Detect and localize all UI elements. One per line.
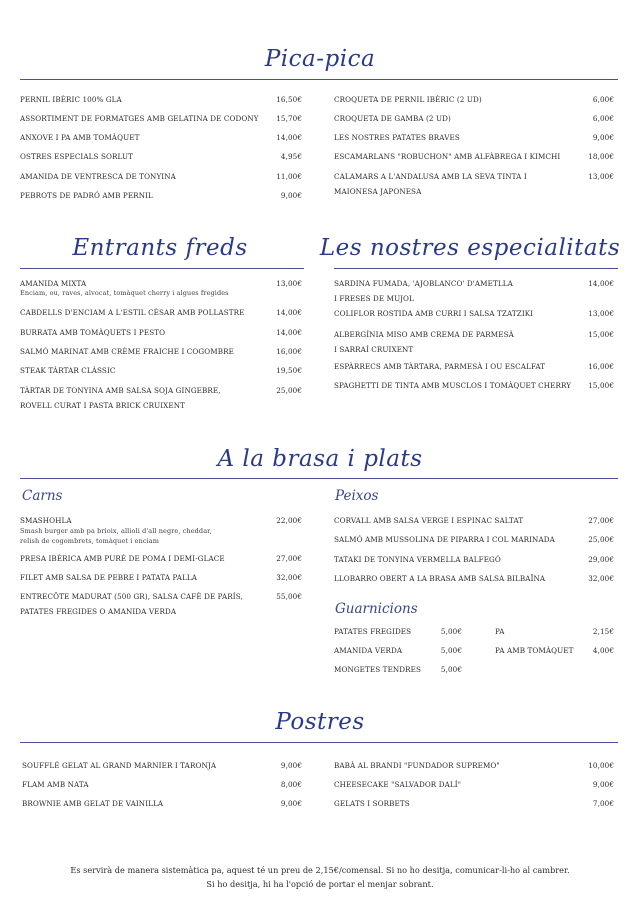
divider (20, 478, 618, 479)
item-price: 22,00€ (276, 516, 302, 525)
item-price: 27,00€ (276, 554, 302, 563)
divider (334, 268, 618, 269)
item-name: TÀRTAR DE TONYINA AMB SALSA SOJA GINGEBRE, ROVELL CURAT I PASTA BRICK CRUIXENT (20, 386, 221, 410)
item-price: 15,70€ (276, 114, 302, 123)
item-name: ANXOVE I PA AMB TOMÀQUET (20, 133, 140, 142)
item-price: 32,00€ (276, 573, 302, 582)
item-name: ESPÀRRECS AMB TÀRTARA, PARMESÀ I OU ESCALFAT (334, 362, 546, 371)
item-name: SOUFFLÉ GELAT AL GRAND MARNIER I TARONJA (22, 761, 217, 770)
item-price: 18,00€ (588, 152, 614, 161)
item-price: 2,15€ (592, 627, 614, 636)
item-price: 19,50€ (276, 366, 302, 375)
item-name: CHEESECAKE "SALVADOR DALÍ" (334, 780, 462, 789)
footer-line: Si ho desitja, hi ha l'opció de portar el menjar sobrant. (206, 879, 434, 889)
item-price: 25,00€ (276, 386, 302, 395)
item-price: 9,00€ (280, 761, 302, 770)
item-name: LLOBARRO OBERT A LA BRASA AMB SALSA BILBAÏNA (334, 574, 546, 583)
divider (20, 79, 618, 80)
item-name: LES NOSTRES PATATES BRAVES (334, 133, 460, 142)
item-name: CROQUETA DE PERNIL IBÈRIC (2 UD) (334, 95, 482, 104)
section-title-postres: Postres (275, 709, 365, 735)
divider (20, 742, 618, 743)
item-price: 4,95€ (280, 152, 302, 161)
item-price: 55,00€ (276, 592, 302, 601)
item-name: ESCAMARLANS "ROBUCHON" AMB ALFÀBREGA I KIMCHI (334, 152, 561, 161)
item-name: ASSORTIMENT DE FORMATGES AMB GELATINA DE CODONY (20, 114, 259, 123)
footer-note (0, 863, 640, 891)
item-name: PEBROTS DE PADRÓ AMB PERNIL (20, 191, 153, 200)
item-name: AMANIDA MIXTA Enciam, ou, raves, alvocat, tomàquet cherry i algues fregides (20, 279, 229, 297)
menu-item (20, 383, 302, 415)
item-price: 13,00€ (276, 279, 302, 288)
item-name: PATATES FREGIDES (334, 627, 412, 636)
item-name: PERNIL IBÈRIC 100% GLA (20, 95, 122, 104)
item-price: 13,00€ (588, 172, 614, 181)
item-price: 13,00€ (588, 309, 614, 318)
item-name: SPAGHETTI DE TINTA AMB MUSCLOS I TOMÀQUET CHERRY (334, 381, 572, 390)
item-price: 7,00€ (592, 799, 614, 808)
item-price: 9,00€ (592, 780, 614, 789)
subsection-title-peixos: Peixos (335, 488, 379, 504)
section-title-entrants-freds: Entrants freds (72, 235, 248, 261)
item-name: BURRATA AMB TOMÀQUETS I PESTO (20, 328, 166, 337)
item-name: PA AMB TOMÀQUET (495, 646, 574, 655)
item-name: STEAK TÀRTAR CLÀSSIC (20, 366, 116, 375)
menu-item (20, 276, 302, 302)
item-description: Smash burger amb pa brioix, allioli d'all negre, cheddar, (20, 527, 212, 535)
item-name: BABÀ AL BRANDI "FUNDADOR SUPREMO" (334, 761, 500, 770)
item-price: 16,50€ (276, 95, 302, 104)
menu-item (334, 276, 614, 306)
item-description: Enciam, ou, raves, alvocat, tomàquet cherry i algues fregides (20, 289, 229, 297)
menu-item (334, 169, 614, 201)
item-price: 14,00€ (276, 328, 302, 337)
section-title-pica-pica: Pica-pica (264, 46, 376, 72)
menu-item (20, 513, 302, 549)
item-price: 14,00€ (276, 133, 302, 142)
item-name: SALMÓ MARINAT AMB CRÈME FRAICHE I COGOMBRE (20, 347, 234, 356)
item-price: 8,00€ (280, 780, 302, 789)
item-name: GELATS I SORBETS (334, 799, 410, 808)
section-title-especialitats: Les nostres especialitats (319, 235, 621, 261)
item-name: CALAMARS A L'ANDALUSA AMB LA SEVA TINTA I MAIONESA JAPONESA (334, 172, 527, 196)
item-name: COLIFLOR ROSTIDA AMB CURRI I SALSA TZATZIKI (334, 309, 534, 318)
footer-line: Es servirà de manera sistemàtica pa, aquest té un preu de 2,15€/comensal. Si no ho desitja, comunicar-li-ho al cambrer. (70, 865, 570, 875)
item-name: FILET AMB SALSA DE PEBRE I PATATA PALLA (20, 573, 198, 582)
item-price: 9,00€ (280, 799, 302, 808)
item-price: 16,00€ (588, 362, 614, 371)
item-name: AMANIDA VERDA (334, 646, 403, 655)
item-name: OSTRES ESPECIALS SORLUT (20, 152, 133, 161)
item-name: SMASHOHLA Smash burger amb pa brioix, allioli d'all negre, cheddar, relish de cogombrets, tomàquet i enciam (20, 516, 212, 545)
item-price: 16,00€ (276, 347, 302, 356)
section-title-brasa: A la brasa i plats (217, 446, 423, 472)
item-price: 25,00€ (588, 535, 614, 544)
item-price: 6,00€ (592, 95, 614, 104)
item-name: ALBERGÍNIA MISO AMB CREMA DE PARMESÀ I SARRAÍ CRUIXENT (334, 330, 514, 354)
subsection-title-guarnicions: Guarnicions (335, 601, 418, 617)
item-price: 5,00€ (440, 646, 462, 655)
item-price: 9,00€ (592, 133, 614, 142)
item-price: 9,00€ (280, 191, 302, 200)
item-name: BROWNIE AMB GELAT DE VAINILLA (22, 799, 164, 808)
item-price: 32,00€ (588, 574, 614, 583)
item-price: 6,00€ (592, 114, 614, 123)
item-name: PA (495, 627, 505, 636)
subsection-title-carns: Carns (22, 488, 63, 504)
item-name: CORVALL AMB SALSA VERGE I ESPINAC SALTAT (334, 516, 524, 525)
item-name: ENTRECÔTE MADURAT (500 GR), SALSA CAFÈ DE PARÍS, PATATES FREGIDES O AMANIDA VERDA (20, 592, 243, 616)
item-name: CABDELLS D'ENCIAM A L'ESTIL CÈSAR AMB POLLASTRE (20, 308, 245, 317)
item-price: 27,00€ (588, 516, 614, 525)
item-price: 14,00€ (276, 308, 302, 317)
item-price: 15,00€ (588, 330, 614, 339)
menu-item (20, 589, 302, 619)
menu-item (334, 327, 614, 357)
item-price: 29,00€ (588, 555, 614, 564)
item-name: MONGETES TENDRES (334, 665, 422, 674)
item-price: 10,00€ (588, 761, 614, 770)
item-name: SALMÓ AMB MUSSOLINA DE PIPARRA I COL MARINADA (334, 535, 555, 544)
item-price: 5,00€ (440, 665, 462, 674)
divider (20, 268, 304, 269)
item-price: 15,00€ (588, 381, 614, 390)
item-name: PRESA IBÈRICA AMB PURÉ DE POMA I DEMI-GLACE (20, 554, 225, 563)
item-name: TATAKI DE TONYINA VERMELLA BALFEGÓ (334, 555, 501, 564)
item-price: 11,00€ (276, 172, 302, 181)
item-description: relish de cogombrets, tomàquet i enciam (20, 537, 160, 545)
item-price: 4,00€ (592, 646, 614, 655)
item-price: 14,00€ (588, 279, 614, 288)
item-name: AMANIDA DE VENTRESCA DE TONYINA (20, 172, 176, 181)
item-name: SARDINA FUMADA, 'AJOBLANCO' D'AMETLLA I FRESES DE MUJOL (334, 279, 513, 303)
item-price: 5,00€ (440, 627, 462, 636)
item-name: FLAM AMB NATA (22, 780, 89, 789)
item-name: CROQUETA DE GAMBA (2 UD) (334, 114, 451, 123)
